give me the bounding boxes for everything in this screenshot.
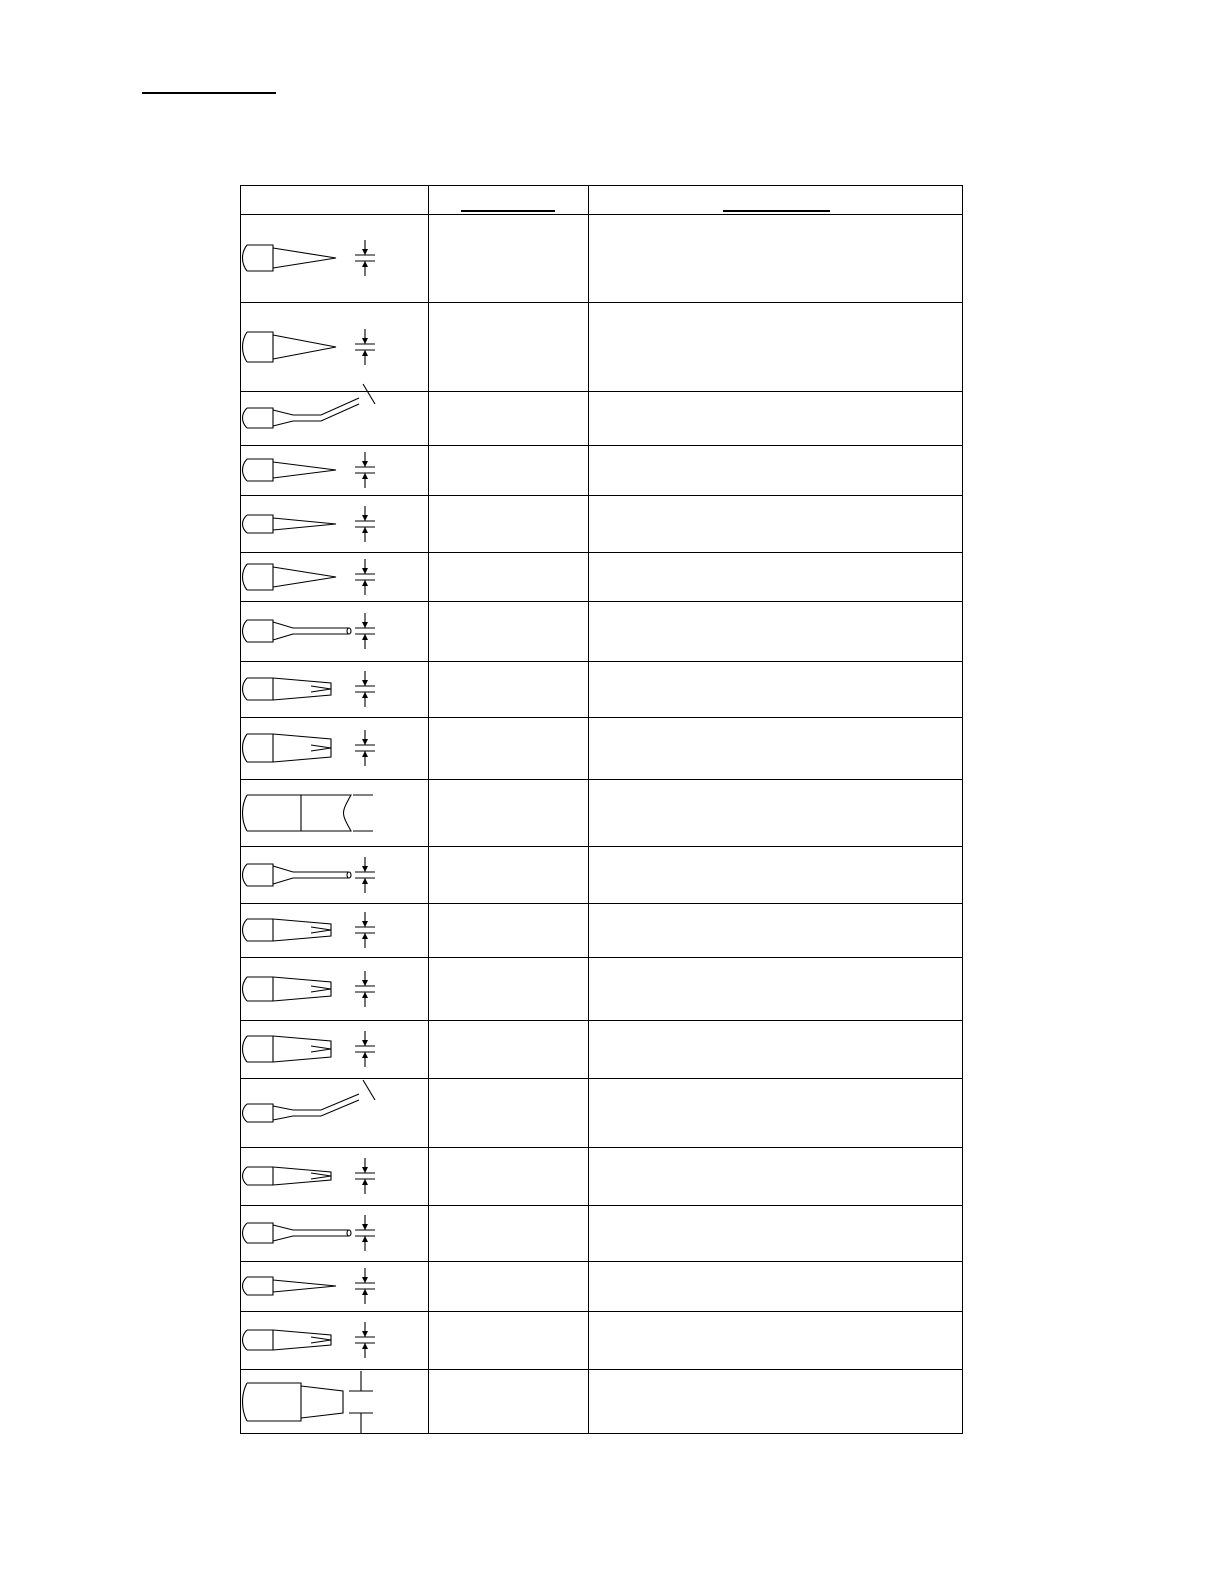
screwdriver-tip-icon — [241, 658, 391, 720]
row-divider — [241, 214, 962, 215]
soldering-tip-table — [240, 185, 963, 1434]
long-cylindrical-tip-icon — [241, 600, 391, 662]
needle-tip-icon — [241, 844, 391, 906]
conical-tip-icon — [241, 439, 391, 501]
row-divider — [241, 302, 962, 303]
fine-conical-tip-icon — [241, 1257, 391, 1315]
column-divider-1 — [428, 186, 429, 1433]
bevel-tip-icon — [241, 1363, 391, 1441]
conical-fine-tip-icon — [241, 225, 391, 291]
narrow-screwdriver-tip-icon — [241, 1147, 391, 1205]
heading-rule — [142, 92, 276, 94]
flat-chisel-tip-icon — [241, 1016, 391, 1082]
small-screwdriver-tip-icon — [241, 899, 391, 961]
long-bent-tip-icon — [241, 1084, 391, 1142]
row-divider — [241, 1078, 962, 1079]
cylindrical-tip-icon — [241, 1203, 391, 1263]
column-divider-2 — [588, 186, 589, 1433]
header-description-underline — [723, 210, 830, 212]
wide-chisel-tip-icon — [241, 775, 391, 851]
medium-screwdriver-tip-icon — [241, 1310, 391, 1370]
large-screwdriver-tip-icon — [241, 957, 391, 1021]
long-conical-tip-icon — [241, 312, 391, 382]
chisel-tip-icon — [241, 714, 391, 782]
header-model-underline — [461, 210, 555, 212]
